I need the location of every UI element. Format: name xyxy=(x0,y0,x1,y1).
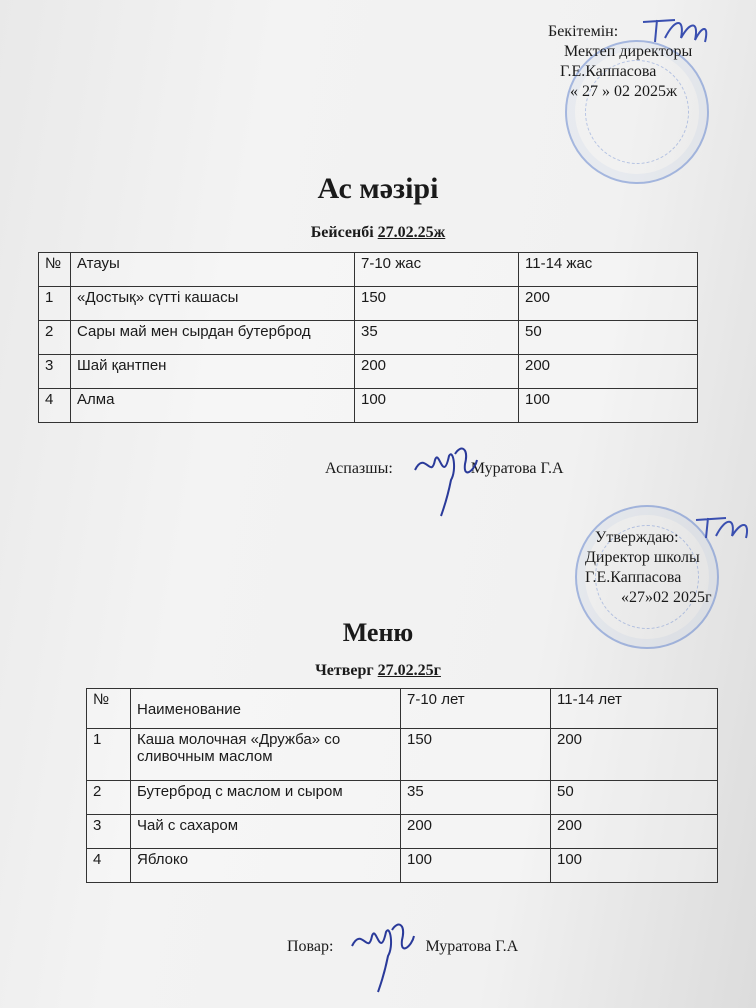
row-dish: Бутерброд с маслом и сыром xyxy=(131,781,401,815)
table-header-row xyxy=(39,253,698,287)
row-portion-7-10: 200 xyxy=(355,355,519,389)
row-portion-11-14: 200 xyxy=(551,815,718,849)
page-title-ru: Меню xyxy=(342,618,414,647)
cook-label: Повар: xyxy=(287,938,334,955)
cook-name: Муратова Г.А xyxy=(470,460,564,477)
row-portion-7-10: 35 xyxy=(355,321,519,355)
row-portion-7-10: 35 xyxy=(401,781,551,815)
cook-signature-kz xyxy=(405,440,485,520)
col-age-7-10: 7-10 лет xyxy=(401,689,551,729)
menu-date: 27.02.25г xyxy=(377,662,441,679)
row-dish: Яблоко xyxy=(131,849,401,883)
cook-label: Аспазшы: xyxy=(325,460,393,477)
row-number: 2 xyxy=(87,781,131,815)
approval-date: « 27 » 02 2025ж xyxy=(570,83,678,100)
day-label: Бейсенбі xyxy=(310,224,374,241)
row-portion-11-14: 200 xyxy=(519,287,698,321)
table-header-row xyxy=(87,689,718,729)
approval-name: Г.Е.Каппасова xyxy=(585,569,682,586)
menu-subtitle-ru xyxy=(0,662,756,680)
row-number: 4 xyxy=(87,849,131,883)
col-age-7-10: 7-10 жас xyxy=(355,253,519,287)
row-portion-7-10: 150 xyxy=(355,287,519,321)
menu-subtitle-kz xyxy=(0,224,756,242)
approval-position: Директор школы xyxy=(585,549,700,566)
approval-label: Бекітемін: xyxy=(548,23,619,40)
row-portion-11-14: 50 xyxy=(519,321,698,355)
table-row xyxy=(87,815,718,849)
col-number: № xyxy=(87,689,131,729)
row-dish: Сары май мен сырдан бутерброд xyxy=(71,321,355,355)
menu-table-ru xyxy=(86,688,718,883)
table-row xyxy=(39,321,698,355)
row-dish: Каша молочная «Дружба» со сливочным маслом xyxy=(131,729,401,781)
row-number: 1 xyxy=(87,729,131,781)
menu-table-kz xyxy=(38,252,698,423)
row-portion-11-14: 100 xyxy=(551,849,718,883)
menu-date: 27.02.25ж xyxy=(377,224,446,241)
row-dish: Шай қантпен xyxy=(71,355,355,389)
row-number: 3 xyxy=(39,355,71,389)
col-age-11-14: 11-14 жас xyxy=(519,253,698,287)
col-number: № xyxy=(39,253,71,287)
row-portion-11-14: 100 xyxy=(519,389,698,423)
row-portion-7-10: 150 xyxy=(401,729,551,781)
page-title-kz: Ас мәзірі xyxy=(317,172,439,205)
approval-block-kz xyxy=(548,22,692,102)
row-portion-7-10: 100 xyxy=(401,849,551,883)
row-portion-11-14: 200 xyxy=(519,355,698,389)
row-number: 2 xyxy=(39,321,71,355)
row-number: 4 xyxy=(39,389,71,423)
row-dish: Алма xyxy=(71,389,355,423)
cook-signature-ru xyxy=(342,916,422,996)
table-row xyxy=(39,355,698,389)
col-age-11-14: 11-14 лет xyxy=(551,689,718,729)
approval-block-ru xyxy=(585,528,712,608)
row-portion-7-10: 100 xyxy=(355,389,519,423)
table-row xyxy=(87,729,718,781)
row-number: 1 xyxy=(39,287,71,321)
row-dish: Чай с сахаром xyxy=(131,815,401,849)
col-name: Атауы xyxy=(71,253,355,287)
row-dish: «Достық» сүтті кашасы xyxy=(71,287,355,321)
approval-position: Мектеп директоры xyxy=(564,43,693,60)
approval-date: «27»02 2025г xyxy=(621,589,712,606)
table-row xyxy=(87,781,718,815)
row-portion-11-14: 50 xyxy=(551,781,718,815)
day-label: Четверг xyxy=(315,662,374,679)
col-name: Наименование xyxy=(131,689,401,729)
row-number: 3 xyxy=(87,815,131,849)
row-portion-7-10: 200 xyxy=(401,815,551,849)
approval-label: Утверждаю: xyxy=(595,529,679,546)
table-row xyxy=(39,389,698,423)
row-portion-11-14: 200 xyxy=(551,729,718,781)
table-row xyxy=(39,287,698,321)
approval-name: Г.Е.Каппасова xyxy=(560,63,657,80)
cook-name: Муратова Г.А xyxy=(425,938,519,955)
table-row xyxy=(87,849,718,883)
